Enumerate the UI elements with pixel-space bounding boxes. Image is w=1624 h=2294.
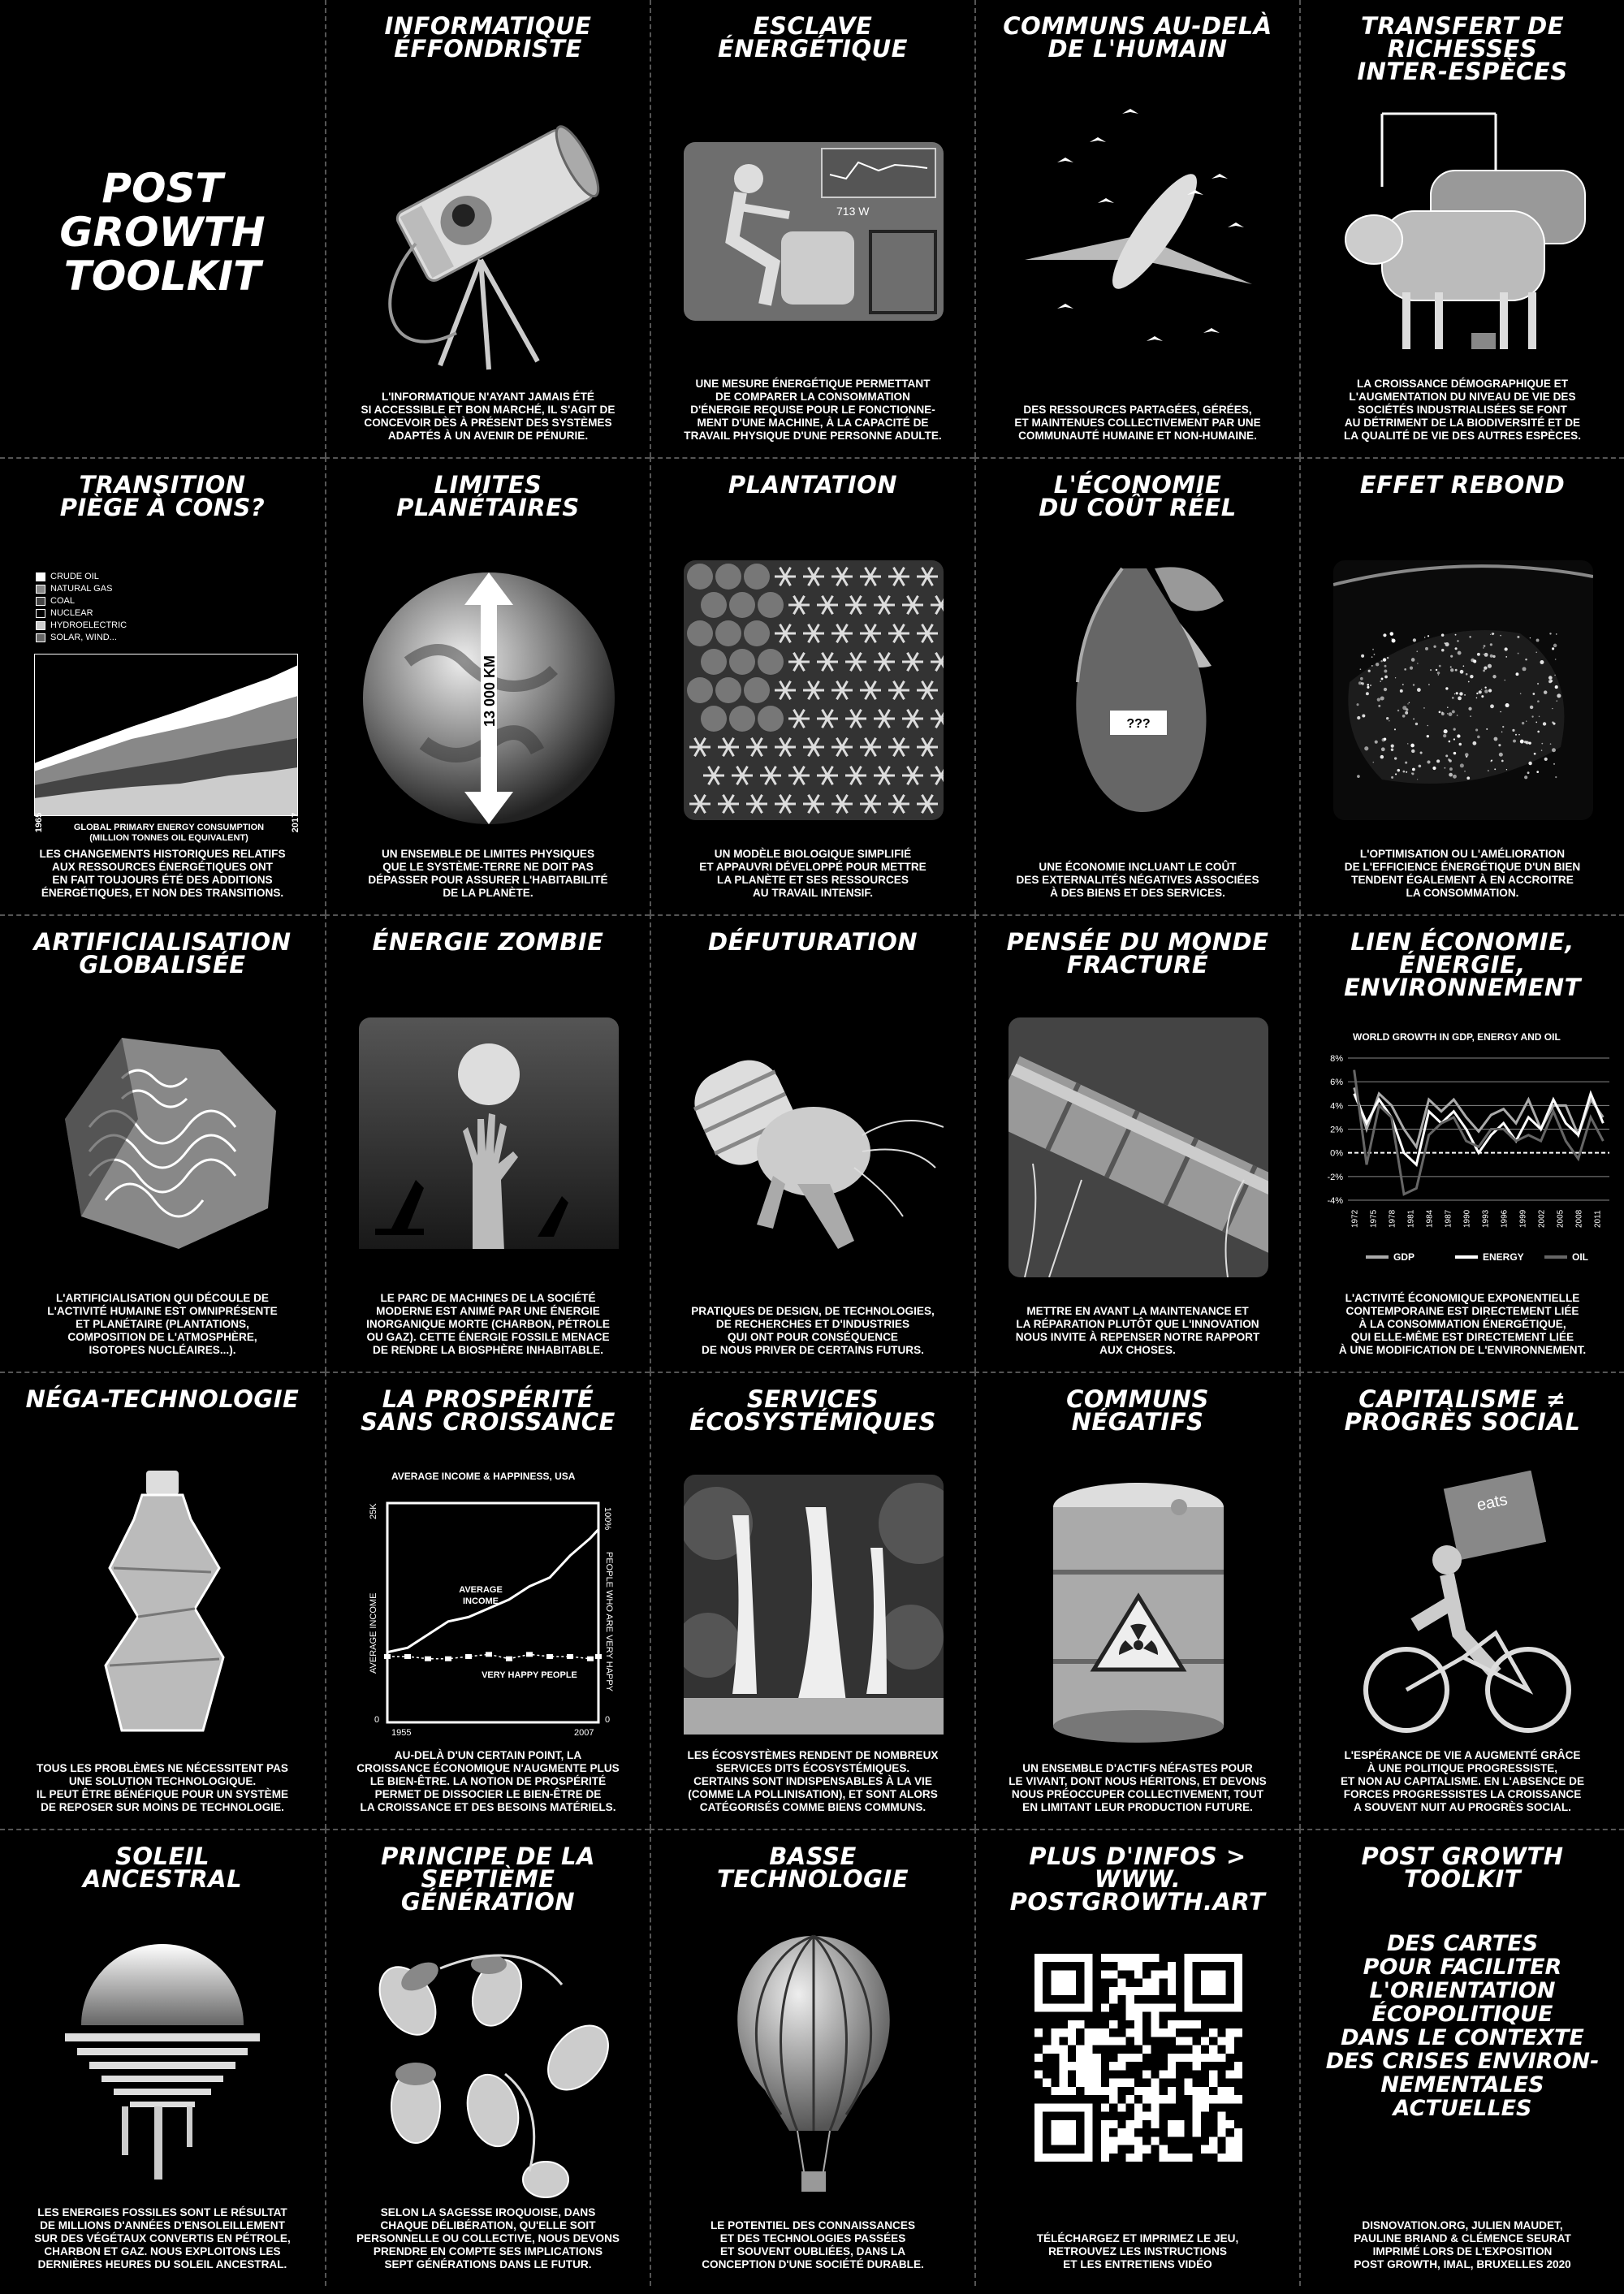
card-title: TRANSFERT DE RICHESSES INTER-ESPÈCES — [1357, 12, 1568, 85]
x-tick-label: 2011 — [1593, 1210, 1603, 1228]
x-tick-label: 2008 — [1574, 1209, 1584, 1228]
crushed-bottle-icon — [32, 1471, 292, 1739]
y-label-right: PEOPLE WHO ARE VERY HAPPY — [604, 1552, 614, 1691]
y-top-right: 100% — [603, 1507, 612, 1531]
plantation-icon — [684, 560, 944, 820]
card-limites-planetaires — [325, 457, 650, 914]
y-tick-label: 6% — [1330, 1078, 1343, 1088]
y-top-left: 25K — [369, 1503, 378, 1519]
growth-line-chart-icon — [1317, 1050, 1618, 1269]
card-title: EFFET REBOND — [1359, 471, 1566, 499]
card-description: LE POTENTIEL DES CONNAISSANCES ET DES TECHNOLOGIES PASSÉES ET SOUVENT OUBLIÉES, DANS LA CONCEPTION D'UNE SOCIÉTÉ DURABLE. — [702, 2219, 924, 2270]
x-tick-label: 2002 — [1537, 1209, 1547, 1228]
delivery-cyclist-icon — [1333, 1471, 1593, 1739]
x-tick-label: 1996 — [1500, 1209, 1510, 1228]
card-description: LE PARC DE MACHINES DE LA SOCIÉTÉ MODERNE EST ANIMÉ PAR UNE ÉNERGIE INORGANIQUE MORTE (CHARBON, PÉTROLE OU GAZ). CETTE ÉNERGIE FOSSILE MENACE DE RENDRE LA BIOSPHÈRE INHABITABLE. — [366, 1292, 610, 1356]
card-informatique-effondriste — [325, 0, 650, 457]
x-tick-label: 1978 — [1388, 1209, 1397, 1228]
x-end-label: 2007 — [574, 1728, 594, 1738]
x-tick-label: 1981 — [1406, 1209, 1416, 1228]
card-effet-rebond — [1299, 457, 1624, 914]
legend-item: SOLAR, WIND... — [36, 632, 127, 644]
card-title: ÉNERGIE ZOMBIE — [372, 928, 604, 956]
card-description: UNE MESURE ÉNERGÉTIQUE PERMETTANT DE COMPARER LA CONSOMMATION D'ÉNERGIE REQUISE POUR LE FONCTIONNE- MENT D'UNE MACHINE, À LA CAPACITÉ DE TRAVAIL PHYSIQUE D'UNE PERSONNE ADULTE. — [684, 378, 942, 442]
card-title: SOLEIL ANCESTRAL — [82, 1843, 243, 1893]
energy-area-chart-icon — [34, 654, 298, 816]
x-tick-label: 1999 — [1518, 1209, 1528, 1228]
zombie-hand-icon — [359, 1017, 619, 1277]
energy-chart-x-end: 2017 — [291, 812, 301, 833]
card-transfert-richesses — [1299, 0, 1624, 457]
energy-chart-x-start: 1965 — [34, 812, 45, 833]
card-description: UN ENSEMBLE DE LIMITES PHYSIQUES QUE LE SYSTÈME-TERRE NE DOIT PAS DÉPASSER POUR ASSURER L'HABITABILITÉ DE LA PLANÈTE. — [368, 848, 608, 899]
happy-series-label: VERY HAPPY PEOPLE — [482, 1670, 577, 1680]
legend-item: HYDROELECTRIC — [36, 620, 127, 632]
growth-chart-title: WORLD GROWTH IN GDP, ENERGY AND OIL — [1353, 1031, 1561, 1043]
legend-item: COAL — [36, 595, 127, 607]
rusty-pipe-icon — [1009, 1017, 1268, 1277]
diameter-label: 13 000 KM — [482, 655, 498, 727]
card-title: BASSE TECHNOLOGIE — [716, 1843, 909, 1893]
income-series-label: AVERAGE — [459, 1585, 503, 1595]
x-tick-label: 1987 — [1444, 1209, 1453, 1228]
card-lien-economie — [1299, 914, 1624, 1372]
y-tick-label: 8% — [1330, 1054, 1343, 1064]
card-title: POST GROWTH TOOLKIT — [1361, 1843, 1564, 1893]
card-credits — [1299, 1829, 1624, 2286]
income-chart-title: AVERAGE INCOME & HAPPINESS, USA — [391, 1471, 576, 1482]
legend-item: NATURAL GAS — [36, 583, 127, 595]
legend-label: OIL — [1572, 1251, 1588, 1263]
card-description: L'ARTIFICIALISATION QUI DÉCOULE DE L'ACTIVITÉ HUMAINE EST OMNIPRÉSENTE ET PLANÉTAIRE (PLANTATIONS, COMPOSITION DE L'ATMOSPHÈRE, ISOTOPES NUCLÉAIRES...). — [47, 1292, 278, 1356]
x-tick-label: 1975 — [1369, 1209, 1379, 1228]
card-title: INFORMATIQUE ÉFFONDRISTE — [384, 12, 592, 63]
card-soleil-ancestral — [0, 1829, 325, 2286]
x-tick-label: 1984 — [1425, 1209, 1435, 1228]
card-title: PRINCIPE DE LA SEPTIÈME GÉNÉRATION — [381, 1843, 595, 1916]
card-title: CAPITALISME ≠ PROGRÈS SOCIAL — [1344, 1385, 1581, 1436]
card-description: UNE ÉCONOMIE INCLUANT LE COÛT DES EXTERNALITÉS NÉGATIVES ASSOCIÉES À DES BIENS ET DES SERVICES. — [1016, 861, 1259, 899]
y-tick-label: 4% — [1330, 1101, 1343, 1112]
card-title: PENSÉE DU MONDE FRACTURÉ — [1006, 928, 1269, 979]
y-tick-label: 0% — [1330, 1148, 1343, 1159]
card-pensee-monde-fracture — [974, 914, 1299, 1372]
card-services-ecosystemiques — [650, 1372, 974, 1829]
pringles-can-antenna-icon — [359, 122, 619, 382]
card-title: SERVICES ÉCOSYSTÉMIQUES — [689, 1385, 936, 1436]
energy-chart-xlabel: GLOBAL PRIMARY ENERGY CONSUMPTION (MILLION TONNES OIL EQUIVALENT) — [73, 823, 265, 843]
card-description: UN ENSEMBLE D'ACTIFS NÉFASTES POUR LE VIVANT, DONT NOUS HÉRITONS, ET DEVONS NOUS PRÉOCCUPER COLLECTIVEMENT, TOUT EN LIMITANT LEUR PRODUCTION FUTURE. — [1009, 1762, 1267, 1813]
card-communs-negatifs — [974, 1372, 1299, 1829]
y-zero-right: 0 — [605, 1715, 611, 1725]
y-tick-label: -4% — [1327, 1196, 1343, 1206]
card-plantation — [650, 457, 974, 914]
legend-item: CRUDE OIL — [36, 571, 127, 583]
card-communs-au-dela-humain — [974, 0, 1299, 457]
y-tick-label: -2% — [1327, 1172, 1343, 1182]
legend-label: ENERGY — [1483, 1251, 1524, 1263]
card-title[interactable]: PLUS D'INFOS > WWW. POSTGROWTH.ART — [1009, 1843, 1266, 1916]
card-description: L'ESPÉRANCE DE VIE A AUGMENTÉ GRÂCE À UNE POLITIQUE PROGRESSISTE, ET NON AU CAPITALISME. EN L'ABSENCE DE FORCES PROGRESSISTES LA CROISSANCE A SOUVENT NUIT AU PROGRÈS SOCIAL. — [1340, 1749, 1585, 1813]
qr-code-icon[interactable] — [1034, 1954, 1242, 2162]
card-title: TRANSITION PIÈGE À CONS? — [59, 471, 266, 521]
cyclist-ergometer-icon — [684, 142, 944, 321]
card-title: LA PROSPÉRITÉ SANS CROISSANCE — [361, 1385, 615, 1436]
energy-chart-legend — [36, 571, 127, 644]
card-description: DISNOVATION.ORG, JULIEN MAUDET, PAULINE BRIAND & CLÉMENCE SEURAT IMPRIMÉ LORS DE L'EXPOSITION POST GROWTH, IMAL, BRUXELLES 2020 — [1354, 2219, 1571, 2270]
credits-tagline: DES CARTES POUR FACILITER L'ORIENTATION ÉCOPOLITIQUE DANS LE CONTEXTE DES CRISES ENVIRON- NEMENTALES ACTUELLES — [1325, 1931, 1600, 2121]
sunset-reflection-icon — [32, 1928, 292, 2196]
card-description: TÉLÉCHARGEZ ET IMPRIMEZ LE JEU, RETROUVEZ LES INSTRUCTIONS ET LES ENTRETIENS VIDÉO — [1036, 2232, 1239, 2270]
hot-air-balloon-icon — [684, 1928, 944, 2212]
bag-label: eats — [1475, 1490, 1510, 1515]
card-title: NÉGA-TECHNOLOGIE — [25, 1385, 300, 1413]
earth-icon — [359, 564, 619, 832]
legend-item: NUCLEAR — [36, 607, 127, 620]
card-title: L'ÉCONOMIE DU COÛT RÉEL — [1039, 471, 1237, 521]
airplane-birds-icon — [1009, 97, 1268, 374]
card-title: LIEN ÉCONOMIE, ÉNERGIE, ENVIRONNEMENT — [1344, 928, 1581, 1001]
income-series-label: INCOME — [463, 1596, 499, 1606]
x-tick-label: 2005 — [1556, 1209, 1566, 1228]
card-title: COMMUNS AU-DELÀ DE L'HUMAIN — [1003, 12, 1272, 63]
radioactive-barrel-icon — [1009, 1475, 1268, 1743]
card-capitalisme-progres — [1299, 1372, 1624, 1829]
card-description: UN MODÈLE BIOLOGIQUE SIMPLIFIÉ ET APPAUVRI DÉVELOPPÉ POUR METTRE LA PLANÈTE ET SES RESSOURCES AU TRAVAIL INTENSIF. — [699, 848, 926, 899]
card-description: LES CHANGEMENTS HISTORIQUES RELATIFS AUX RESSOURCES ÉNERGÉTIQUES ONT EN FAIT TOUJOURS ÉTÉ DES ADDITIONS ÉNERGÉTIQUES, ET NON DES TRANSITIONS. — [39, 848, 286, 899]
card-description: L'ACTIVITÉ ÉCONOMIQUE EXPONENTIELLE CONTEMPORAINE EST DIRECTEMENT LIÉE À LA CONSOMMATION ÉNERGÉTIQUE, QUI ELLE-MÊME EST DIRECTEMENT LIÉE À UNE MODIFICATION DE L'ENVIRONNEMENT. — [1338, 1292, 1587, 1356]
card-description: SELON LA SAGESSE IROQUOISE, DANS CHAQUE DÉLIBÉRATION, QU'ELLE SOIT PERSONNELLE OU COLLECTIVE, NOUS DEVONS PRENDRE EN COMPTE SES IMPLICATIONS SEPT GÉNÉRATIONS DANS LE FUTUR. — [356, 2206, 620, 2270]
y-zero-left: 0 — [374, 1715, 380, 1725]
cover-title: POST GROWTH TOOLKIT — [59, 165, 266, 300]
y-label-left: AVERAGE INCOME — [369, 1592, 378, 1674]
card-description: PRATIQUES DE DESIGN, DE TECHNOLOGIES, DE RECHERCHES ET D'INDUSTRIES QUI ONT POUR CONSÉQUENCE DE NOUS PRIVER DE CERTAINS FUTURS. — [691, 1305, 935, 1356]
card-septieme-generation — [325, 1829, 650, 2286]
card-title: LIMITES PLANÉTAIRES — [396, 471, 580, 521]
card-title: COMMUNS NÉGATIFS — [1066, 1385, 1209, 1436]
card-description: METTRE EN AVANT LA MAINTENANCE ET LA RÉPARATION PLUTÔT QUE L'INNOVATION NOUS INVITE À REPENSER NOTRE RAPPORT AUX CHOSES. — [1015, 1305, 1260, 1356]
cover-card — [0, 0, 325, 457]
card-description: LES ENERGIES FOSSILES SONT LE RÉSULTAT DE MILLIONS D'ANNÉES D'ENSOLEILLEMENT SUR DES VÉGÉTAUX CONVERTIS EN PÉTROLE, CHARBON ET GAZ. NOUS EXPLOITONS LES DERNIÈRES HEURES DU SOLEIL ANCESTRAL. — [34, 2206, 291, 2270]
card-prosperite-sans-croissance — [325, 1372, 650, 1829]
card-description: LES ÉCOSYSTÈMES RENDENT DE NOMBREUX SERVICES DITS ÉCOSYSTÉMIQUES. CERTAINS SONT INDISPENSABLES À LA VIE (COMME LA POLLINISATION), ET SONT ALORS CATÉGORISÉS COMME BIENS COMMUNS. — [687, 1749, 939, 1813]
waterfall-icon — [684, 1475, 944, 1735]
card-transition-piege — [0, 457, 325, 914]
card-description: DES RESSOURCES PARTAGÉES, GÉRÉES, ET MAINTENUES COLLECTIVEMENT PAR UNE COMMUNAUTÉ HUMAINE ET NON-HUMAINE. — [1014, 404, 1261, 442]
card-basse-technologie — [650, 1829, 974, 2286]
card-artificialisation — [0, 914, 325, 1372]
income-happiness-chart-icon — [351, 1487, 635, 1739]
card-title: ARTIFICIALISATION GLOBALISÉE — [33, 928, 292, 979]
card-description: LA CROISSANCE DÉMOGRAPHIQUE ET L'AUGMENTATION DU NIVEAU DE VIE DES SOCIÉTÉS INDUSTRIALISÉES SE FONT AU DÉTRIMENT DE LA BIODIVERSITÉ ET DE LA QUALITÉ DE VIE DES AUTRES ESPÈCES. — [1343, 378, 1582, 442]
card-description: L'INFORMATIQUE N'AYANT JAMAIS ÉTÉ SI ACCESSIBLE ET BON MARCHÉ, IL S'AGIT DE CONCEVOIR DÈS À PRÉSENT DES SYSTÈMES ADAPTÉS À UN AVENIR DE PÉNURIE. — [361, 391, 615, 442]
card-description: L'OPTIMISATION OU L'AMÉLIORATION DE L'EFFICIENCE ÉNERGÉTIQUE D'UN BIEN TENDENT ÉGALEMENT À EN ACCROITRE LA CONSOMMATION. — [1344, 848, 1581, 899]
x-tick-label: 1990 — [1462, 1209, 1472, 1228]
card-title: PLANTATION — [728, 471, 898, 499]
card-nega-technologie — [0, 1372, 325, 1829]
y-tick-label: 2% — [1330, 1125, 1343, 1135]
avocado-icon — [1009, 552, 1268, 828]
card-title: ESCLAVE ÉNERGÉTIQUE — [718, 12, 908, 63]
x-tick-label: 1993 — [1481, 1209, 1491, 1228]
card-defuturation — [650, 914, 974, 1372]
x-tick-label: 1972 — [1350, 1209, 1360, 1228]
card-title: DÉFUTURATION — [707, 928, 918, 956]
card-plus-infos — [974, 1829, 1299, 2286]
cows-icon — [1333, 106, 1593, 374]
hermit-crab-icon — [684, 1030, 944, 1273]
card-energie-zombie — [325, 914, 650, 1372]
night-earth-icon — [1333, 560, 1593, 820]
x-start-label: 1955 — [391, 1728, 412, 1738]
price-tag-label: ??? — [1126, 717, 1151, 731]
card-esclave-energetique — [650, 0, 974, 457]
card-economie-cout-reel — [974, 457, 1299, 914]
acorns-icon — [359, 1936, 619, 2204]
card-description: AU-DELÀ D'UN CERTAIN POINT, LA CROISSANCE ÉCONOMIQUE N'AUGMENTE PLUS LE BIEN-ÊTRE. LA NOTION DE PROSPÉRITÉ PERMET DE DISSOCIER LE BIEN-ÊTRE DE LA CROISSANCE ET DES BESOINS MATÉRIELS. — [356, 1749, 620, 1813]
legend-label: GDP — [1393, 1251, 1415, 1263]
card-description: TOUS LES PROBLÈMES NE NÉCESSITENT PAS UNE SOLUTION TECHNOLOGIQUE. IL PEUT ÊTRE BÉNÉFIQUE POUR UN SYSTÈME DE REPOSER SUR MOINS DE TECHNOLOGIE. — [36, 1762, 289, 1813]
plastiglomerate-rock-icon — [32, 1005, 292, 1273]
power-readout: 713 W — [836, 205, 870, 218]
